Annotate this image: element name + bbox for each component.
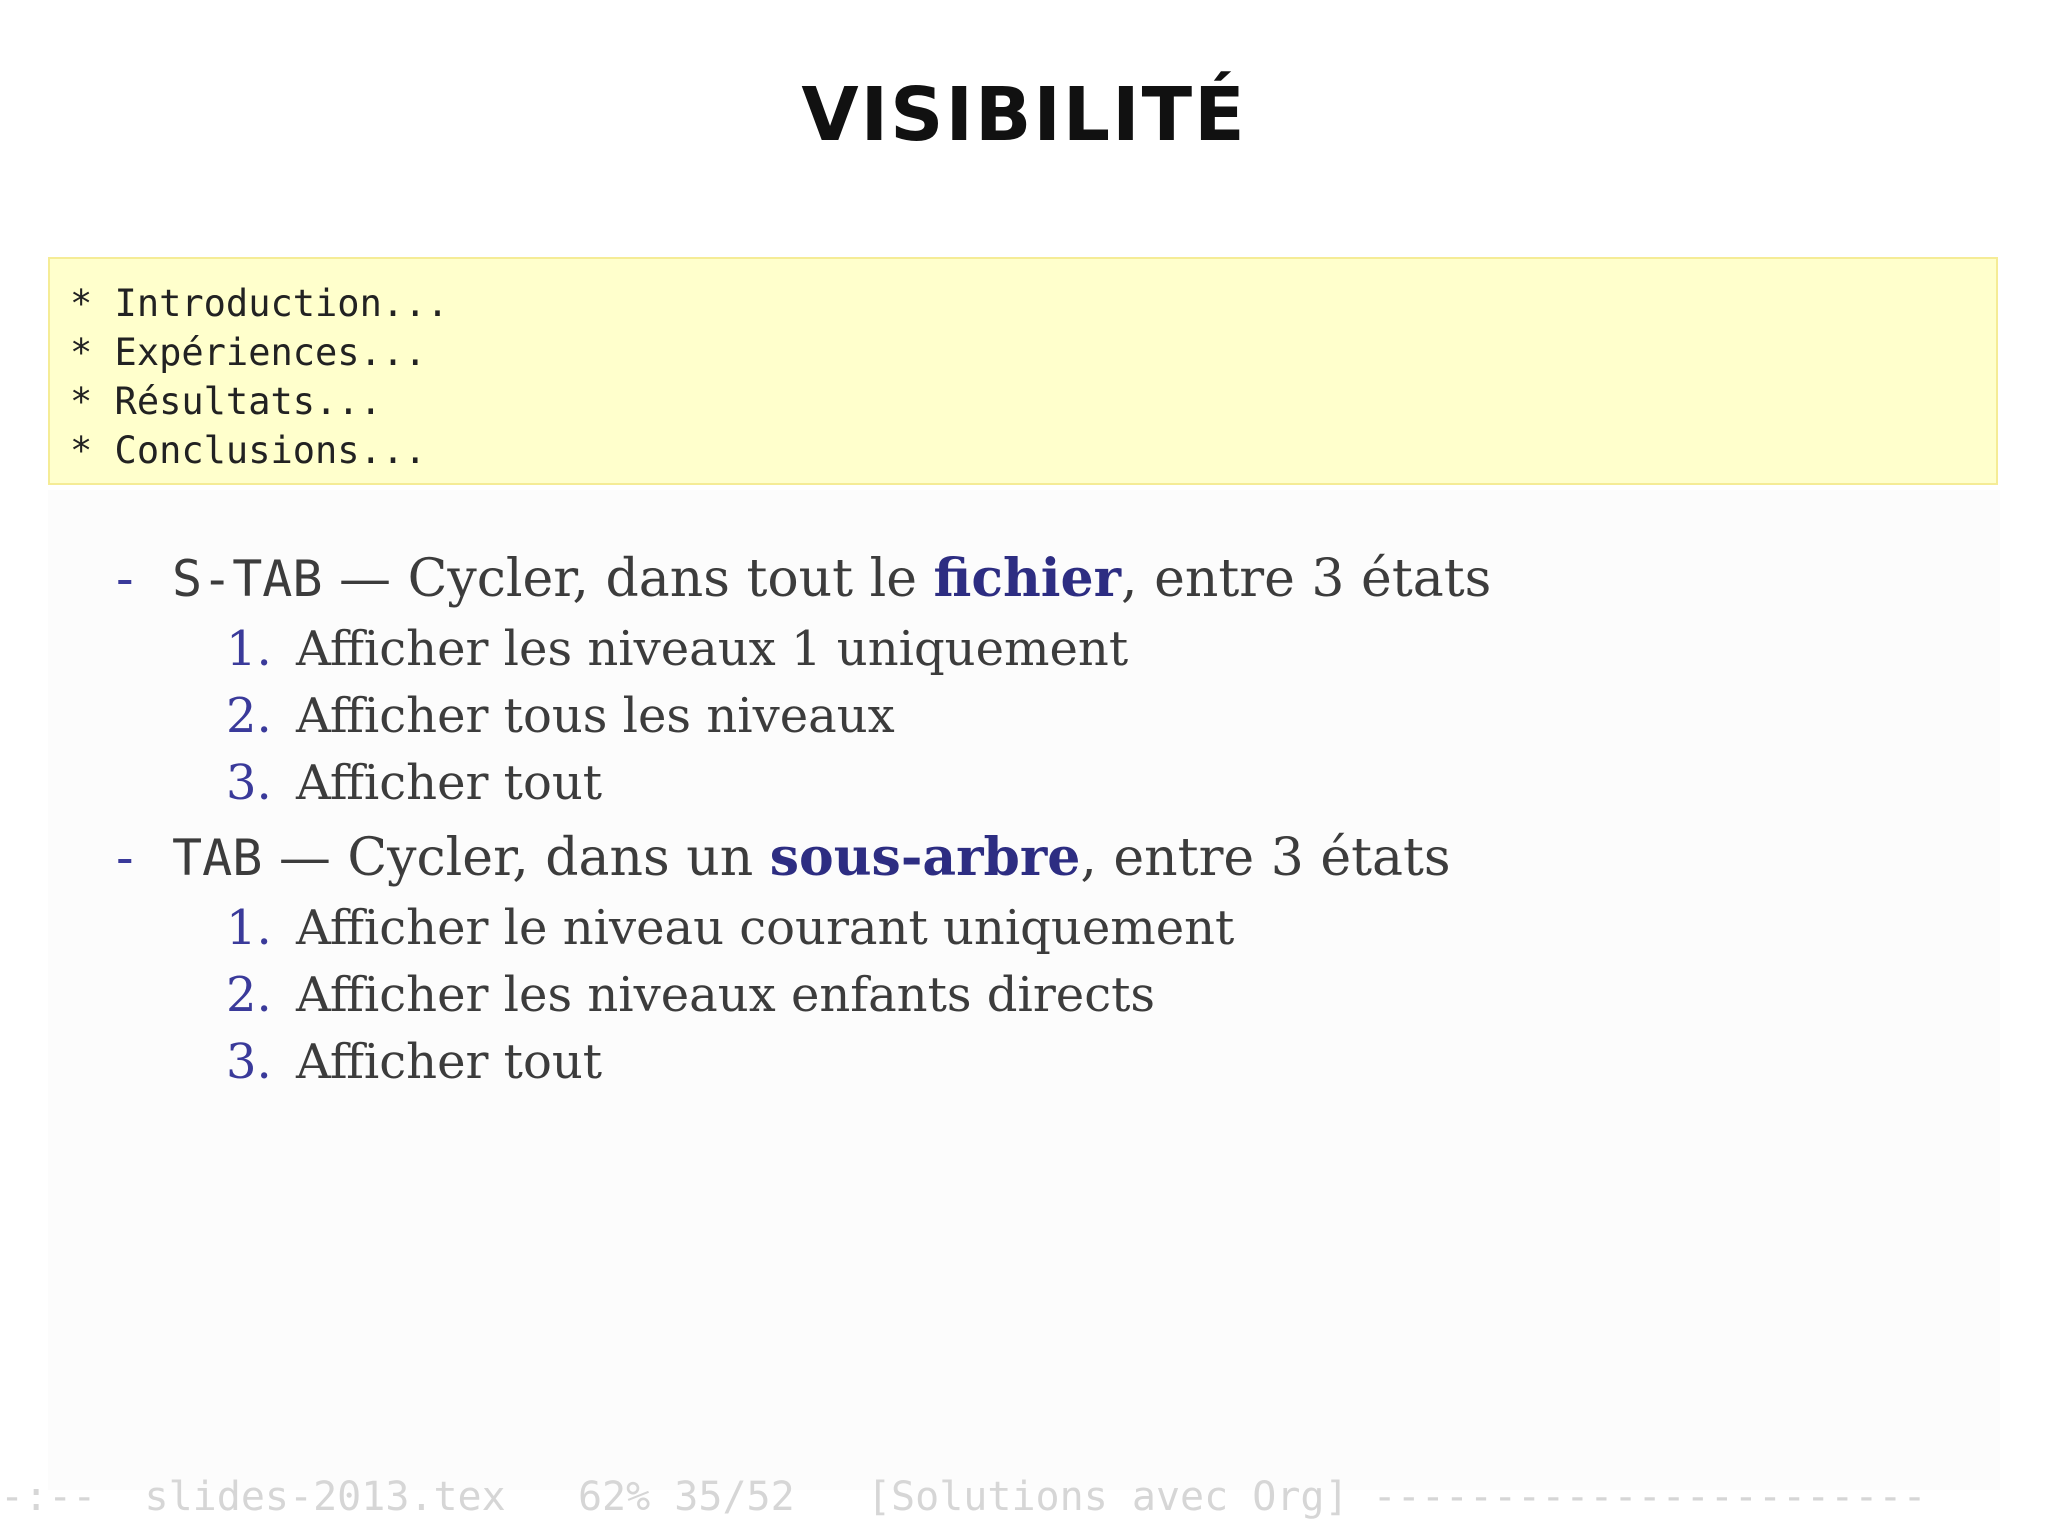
list-item <box>116 683 1936 750</box>
list-item <box>116 895 1936 962</box>
list-item-text: Afficher tout <box>296 755 603 811</box>
list-item-text: Afficher les niveaux 1 uniquement <box>296 621 1129 677</box>
list-number: 2. <box>226 688 272 744</box>
emphasis-text: fichier <box>933 548 1122 609</box>
list-item <box>116 750 1936 817</box>
bullet-list <box>116 546 1936 1104</box>
list-item-text: Afficher tous les niveaux <box>296 688 895 744</box>
list-item <box>116 616 1936 683</box>
code-line: * Conclusions... <box>70 429 427 472</box>
bullet-text: Cycler, dans un <box>347 828 770 888</box>
code-line: * Expériences... <box>70 331 427 374</box>
code-line: * Introduction... <box>70 282 449 325</box>
list-item <box>116 1029 1936 1096</box>
list-item-text: Afficher les niveaux enfants directs <box>296 967 1156 1023</box>
bullet-dash: - <box>116 828 134 888</box>
bullet-text-end: , entre 3 états <box>1121 549 1492 609</box>
slide-title: VISIBILITÉ <box>801 72 1247 158</box>
bullet-dash: - <box>116 549 134 609</box>
bullet-item-s-tab <box>116 546 1936 612</box>
list-number: 1. <box>226 621 272 677</box>
code-line: * Résultats... <box>70 380 382 423</box>
separator: — <box>262 828 348 888</box>
key-binding: TAB <box>172 829 263 887</box>
emacs-modeline: -:-- slides-2013.tex 62% 35/52 [Solutions avec Org] ----------------------- <box>0 1474 1927 1520</box>
list-item <box>116 962 1936 1029</box>
list-number: 1. <box>226 900 272 956</box>
bullet-text-end: , entre 3 états <box>1080 828 1451 888</box>
list-number: 3. <box>226 1034 272 1090</box>
key-binding: S-TAB <box>172 550 323 608</box>
list-item-text: Afficher le niveau courant uniquement <box>296 900 1235 956</box>
list-number: 2. <box>226 967 272 1023</box>
bullet-item-tab <box>116 825 1936 891</box>
list-number: 3. <box>226 755 272 811</box>
numbered-list <box>116 616 1936 817</box>
list-item-text: Afficher tout <box>296 1034 603 1090</box>
code-block <box>48 257 1998 485</box>
separator: — <box>322 549 408 609</box>
bullet-text: Cycler, dans tout le <box>407 549 934 609</box>
numbered-list <box>116 895 1936 1096</box>
emphasis-text: sous-arbre <box>769 827 1081 888</box>
